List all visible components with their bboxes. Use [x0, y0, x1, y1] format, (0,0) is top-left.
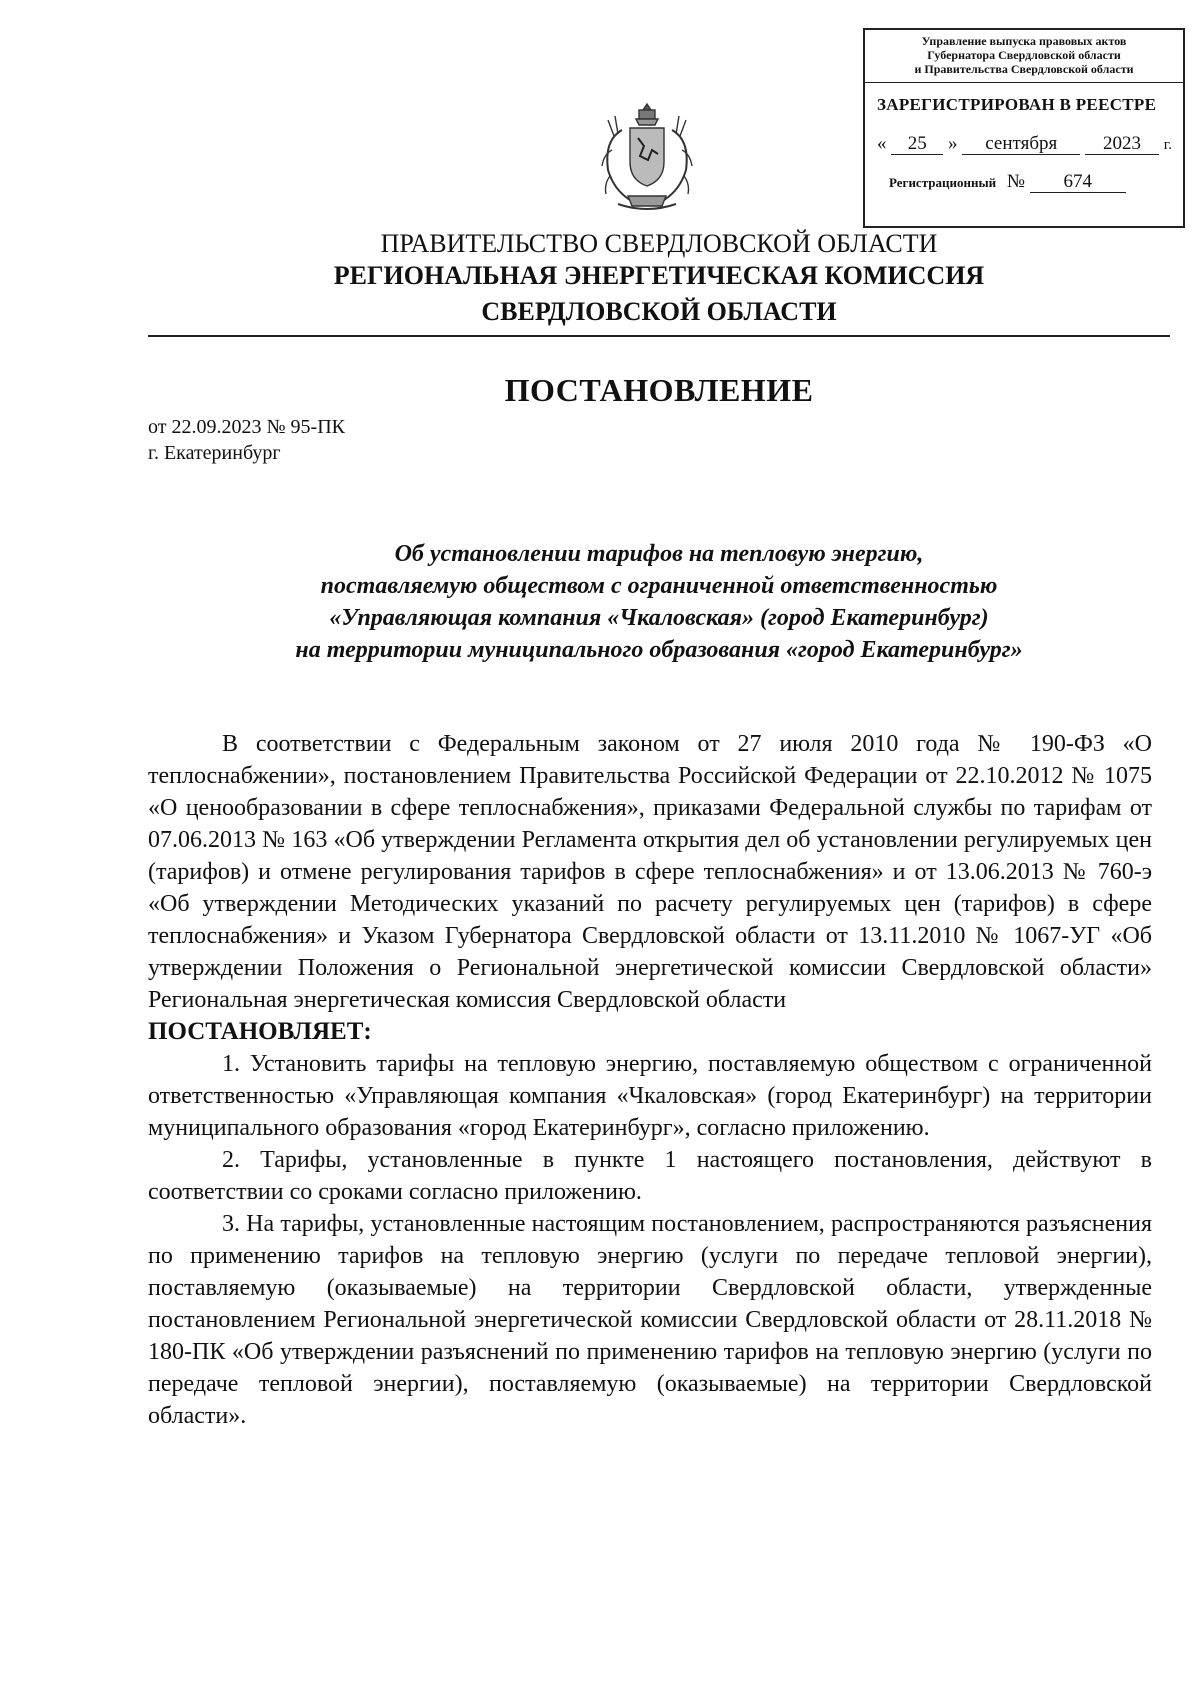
decree-item-3: 3. На тарифы, установленные настоящим постановлением, распространяются разъяснения по применению тарифов на тепловую энергию (услуги по передаче тепловой энергии), поставляемую (оказываемые) на территории Свердловской области, утвержденные постановлением Региональной энергетической комиссии Свердловской области от 28.11.2018 № 180-ПК «Об утверждении разъяснений по применению тарифов на тепловую энергию (услуги по передаче тепловой энергии), поставляемую (оказываемые) на территории Свердловской области». [148, 1211, 1152, 1429]
stamp-date-row [877, 133, 1183, 155]
stamp-reg-number: 674 [1030, 172, 1126, 193]
document-type-title: ПОСТАНОВЛЕНИЕ [504, 372, 814, 408]
stamp-number-sign: № [1006, 171, 1025, 192]
header-divider [148, 335, 1170, 337]
subject-line: «Управляющая компания «Чкаловская» (город Екатеринбург) [329, 605, 989, 631]
government-name: ПРАВИТЕЛЬСТВО СВЕРДЛОВСКОЙ ОБЛАСТИ [380, 229, 938, 258]
commission-name-line-2: СВЕРДЛОВСКОЙ ОБЛАСТИ [481, 297, 837, 326]
stamp-quote-open: « [877, 133, 887, 154]
stamp-office-line-1: Управление выпуска правовых актов [921, 34, 1127, 48]
stamp-office-line-2: Губернатора Свердловской области [927, 48, 1121, 62]
decree-word: ПОСТАНОВЛЯЕТ: [148, 1018, 372, 1045]
document-city: г. Екатеринбург [148, 442, 281, 464]
registry-stamp [863, 28, 1185, 228]
stamp-office-line-3: и Правительства Свердловской области [914, 62, 1134, 76]
stamp-year-suffix: г. [1163, 137, 1172, 153]
subject-line: Об установлении тарифов на тепловую энергию, [394, 541, 924, 567]
preamble-paragraph: В соответствии с Федеральным законом от 27 июля 2010 года № 190-ФЗ «О теплоснабжении», постановлением Правительства Российской Федерации от 22.10.2012 № 1075 «О ценообразовании в сфере теплоснабжения», приказами Федеральной службы по тарифам от 07.06.2013 № 163 «Об утверждении Регламента открытия дел об установлении регулируемых цен (тарифов) и отмене регулирования тарифов в сфере теплоснабжения» и от 13.06.2013 № 760-э «Об утверждении Методических указаний по расчету регулируемых цен (тарифов) в сфере теплоснабжения» и Указом Губернатора Свердловской области от 13.11.2010 № 1067-УГ «Об утверждении Положения о Региональной энергетической комиссии Свердловской области» Региональная энергетическая комиссия Свердловской области [148, 731, 1152, 1013]
coat-of-arms-emblem [592, 100, 702, 212]
stamp-number-label: Регистрационный [889, 175, 997, 190]
decree-item-1: 1. Установить тарифы на тепловую энергию, поставляемую обществом с ограниченной ответственностью «Управляющая компания «Чкаловская» (город Екатеринбург) на территории муниципального образования «город Екатеринбург», согласно приложению. [148, 1051, 1152, 1141]
subject-line: поставляемую обществом с ограниченной ответственностью [320, 573, 998, 599]
decree-item-2: 2. Тарифы, установленные в пункте 1 настоящего постановления, действуют в соответствии со сроками согласно приложению. [148, 1147, 1152, 1205]
stamp-quote-close: » [948, 133, 958, 154]
stamp-year: 2023 [1085, 134, 1159, 155]
document-subject [148, 538, 1170, 666]
stamp-office [865, 30, 1183, 83]
document-body [148, 728, 1152, 1432]
stamp-day: 25 [891, 134, 943, 155]
stamp-registered-title: ЗАРЕГИСТРИРОВАН В РЕЕСТРЕ [877, 95, 1157, 114]
subject-line: на территории муниципального образования «город Екатеринбург» [295, 637, 1023, 663]
commission-name-line-1: РЕГИОНАЛЬНАЯ ЭНЕРГЕТИЧЕСКАЯ КОМИССИЯ [333, 261, 985, 290]
document-date-number: от 22.09.2023 № 95-ПК [148, 416, 346, 438]
stamp-number-row [889, 171, 1183, 193]
stamp-month: сентября [962, 134, 1080, 155]
